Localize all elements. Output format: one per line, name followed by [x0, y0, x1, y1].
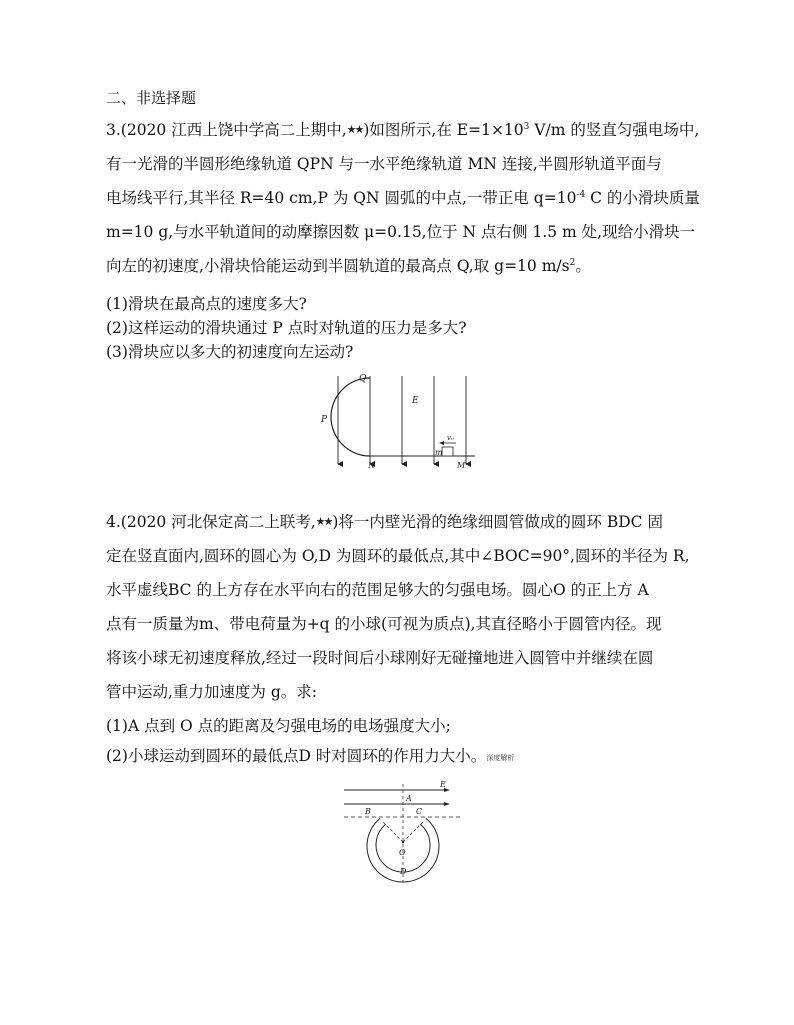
dashed-radius-OC — [403, 821, 424, 842]
q3-line-4: m=10 g,与水平轨道间的动摩擦因数 μ=0.15,位于 N 点右侧 1.5 m 处,现给小滑块一 — [106, 223, 696, 241]
q3-line-3: 电场线平行,其半径 R=40 cm,P 为 QN 圆弧的中点,一带正电 $q=10^{-4}$ C 的小滑块质量 — [106, 189, 700, 207]
label-E: E — [412, 396, 419, 406]
q3-line-5: 向左的初速度,小滑块恰能运动到半圆轨道的最高点 Q,取 g=10 $m/s^2$。 — [106, 257, 591, 275]
q3-source: 3.(2020 江西上饶中学高二上期中, — [106, 121, 347, 139]
difficulty-stars-icon: ★★ — [346, 123, 363, 136]
label-C: C — [416, 807, 423, 816]
label-A: A — [406, 794, 412, 803]
label-Q: Q — [359, 374, 367, 384]
q4-line-2: 定在竖直面内,圆环的圆心为 O,D 为圆环的最低点,其中∠BOC=90°,圆环的半径为 R, — [106, 547, 690, 565]
q4-line-3: 水平虚线BC 的上方存在水平向右的范围足够大的匀强电场。圆心O 的正上方 A — [106, 581, 649, 599]
q3-subquestion-2: (2)这样运动的滑块通过 P 点时对轨道的压力是多大? — [106, 319, 467, 337]
section-heading: 二、非选择题 — [106, 89, 197, 107]
label-B: B — [365, 807, 371, 816]
label-E: E — [440, 780, 446, 789]
q3-figure — [318, 368, 480, 478]
label-v0: v₀ — [447, 434, 454, 442]
q4-figure — [342, 778, 462, 890]
q4-line-1: 4.(2020 河北保定高二上联考,★★)将一内壁光滑的绝缘细圆管做成的圆环 BDC 固 — [106, 513, 663, 531]
label-M: M — [457, 461, 466, 470]
q3-line-2: 有一光滑的半圆形绝缘轨道 QPN 与一水平绝缘轨道 MN 连接,半圆形轨道平面与 — [106, 155, 662, 173]
center-point — [402, 841, 404, 843]
q4-subquestion-2: (2)小球运动到圆环的最低点D 时对圆环的作用力大小。深度解析 — [106, 747, 515, 765]
label-P: P — [321, 415, 328, 425]
label-m: m — [435, 448, 443, 457]
dashed-radius-OB — [382, 821, 403, 842]
q3-subquestion-1: (1)滑块在最高点的速度多大? — [106, 295, 307, 313]
q3-line-1: 3.(2020 江西上饶中学高二上期中,★★)如图所示,在 $E=1\times 10^3$ V/m 的竖直匀强电场中, — [106, 121, 700, 139]
semicircle-track — [331, 378, 370, 456]
difficulty-stars-icon: ★★ — [315, 515, 332, 528]
q4-source: 4.(2020 河北保定高二上联考, — [106, 513, 316, 531]
label-D: D — [400, 867, 407, 876]
q4-line-4: 点有一质量为m、带电荷量为+q 的小球(可视为质点),其直径略小于圆管内径。现 — [106, 615, 662, 633]
q4-line-6: 管中运动,重力加速度为 g。求: — [106, 683, 317, 701]
slider-block — [442, 447, 453, 456]
label-N: N — [368, 461, 375, 470]
q3-subquestion-3: (3)滑块应以多大的初速度向左运动? — [106, 343, 354, 361]
q4-subquestion-1: (1)A 点到 O 点的距离及匀强电场的电场强度大小; — [106, 717, 451, 735]
q4-line-5: 将该小球无初速度释放,经过一段时间后小球刚好无碰撞地进入圆管中并继续在圆 — [106, 649, 654, 667]
label-O: O — [399, 848, 406, 857]
deep-analysis-tag: 深度解析 — [486, 754, 515, 762]
